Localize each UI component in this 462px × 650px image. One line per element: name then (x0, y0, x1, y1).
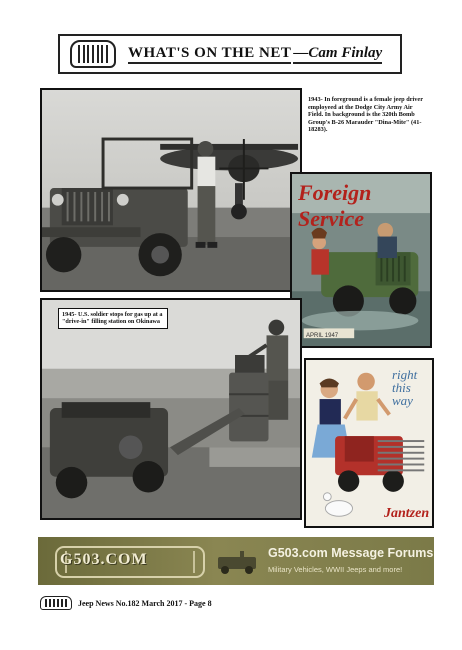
footer-text: Jeep News No.182 March 2017 - Page 8 (78, 598, 212, 608)
jeep-grille-icon (70, 40, 116, 68)
photo-okinawa-filling-station (40, 298, 302, 520)
magazine-title: Foreign Service (298, 180, 372, 231)
banner-title: G503.com Message Forums (268, 546, 434, 560)
caption-1943: 1943- In foreground is a female jeep driver employeed at the Dodge City Army Air Field. In background is the 320th Bomb Group's B-26 Marauder "Dina-Mite" (41-18283). (308, 96, 423, 134)
g503-forum-banner[interactable] (38, 537, 434, 585)
jeep-grille-small-icon (40, 596, 72, 610)
caption-1945: 1945- U.S. soldier stops for gas up at a "drive-in" filling station on Okinawa (58, 308, 168, 329)
page-footer (40, 595, 212, 611)
magazine-issue: APRIL 1947 (306, 333, 339, 339)
jantzen-ad (304, 358, 434, 528)
ad-brand: Jantzen (384, 506, 430, 521)
photo-jeep-bomber (40, 88, 302, 292)
jeep-silhouette-icon (212, 549, 262, 575)
magazine-cover-foreign-service (290, 172, 432, 348)
banner-logo-text: G503.COM (60, 551, 148, 568)
ad-slogan: right this way (392, 367, 418, 408)
page-header (58, 34, 402, 74)
author-name: —Cam Finlay (293, 45, 382, 64)
banner-subtitle: Military Vehicles, WWII Jeeps and more! (268, 565, 403, 574)
section-title: WHAT'S ON THE NET (128, 45, 291, 64)
